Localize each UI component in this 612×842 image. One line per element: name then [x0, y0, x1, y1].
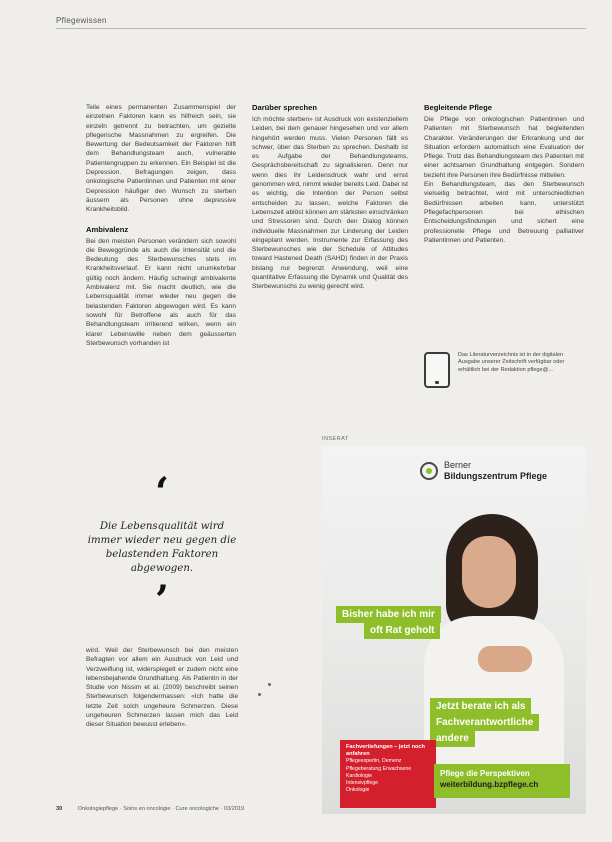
course-list-heading: Fachvertiefungen – jetzt noch anfahren: [346, 744, 425, 758]
column-1-continued: [86, 646, 238, 730]
speck: [268, 683, 271, 686]
ad-logo: [420, 460, 547, 482]
column-1: [86, 103, 236, 348]
paragraph-begleitende-2: Ein Behandlungsteam, das den Sterbewunsch vielseitig betrachtet, wird mit unterschiedlichen Bedürfnissen arbeiten kann, unterstützt Pflegefachpersonen bei ethischen Entscheidungsfindungen und sichert eine professionelle Pflege und Betreuung palliativer Patientinnen und Patienten.: [424, 181, 584, 244]
logo-line-1: Berner: [444, 460, 472, 470]
paragraph-ambivalenz: Bei den meisten Personen verändern sich sowohl die Beweggründe als auch die Intensität und die Bedeutung des Sterbewunsches stets im Krankheitsverlauf. Er kann nicht unumkehrbar gültig noch ändern. Häufig schwingt ambivalente Ambivalenz mit. Sie macht deutlich, wie die Lebensqualität immer wieder neu gegen die belastenden Faktoren abgewogen wird. Es kann sowohl für Betroffene als auch für das Behandlungsteam irritierend wirken, wenn ein klarer Lebenswille neben dem geäusserten Sterbewunsch vorhanden ist: [86, 237, 236, 347]
page-footer: [56, 806, 244, 812]
page-number: 30: [56, 806, 63, 812]
ad-tag-now-3: andere: [430, 730, 475, 747]
paragraph-intro: Teile eines permanenten Zusammenspiel der einzelnen Faktoren kann es hilfreich sein, sie einzeln getrennt zu betrachten, um gezielte pflegerische Massnahmen zu ergreifen. Die Bewertung der Bedeutsamkeit der Faktoren hilft dem Behandlungsteam auch, vulnerable Patientengruppen zu erkennen. Ein Beispiel ist die Depression. Befragungen zeigen, dass onkologische Patientinnen und Patienten mit einer Depression häufiger den Wunsch zu sterben äussern als Personen ohne depressive Krankheitsbild.: [86, 104, 236, 214]
course-item: Onkologie: [346, 787, 370, 794]
quote-open-mark: ‘: [155, 469, 169, 516]
logo-circle-icon: [420, 462, 438, 480]
column-3: [424, 103, 584, 245]
ad-tag-before-2: oft Rat geholt: [364, 622, 440, 639]
advertisement[interactable]: [322, 446, 586, 814]
heading-begleitende-pflege: Begleitende Pflege: [424, 103, 492, 112]
course-item: Kardiologie: [346, 772, 372, 779]
ad-tag-before-1: Bisher habe ich mir: [336, 606, 441, 623]
quote-close-mark: ’: [155, 577, 169, 624]
header-rule: [56, 28, 586, 29]
paragraph-darueber-sprechen: Ich möchte sterben» ist Ausdruck von existenziellem Leiden, bei dem genauer hingesehen und vor allem hingehört werden muss. Vielen Personen fällt es schwer, über das Sterben zu sprechen. Deshalb ist es Aufgabe der Behandlungsteams, Gesprächsbereitschaft zu signalisieren. Denn nur wenn dies ihr Leidensdruck wahr und ernst genommen wird, nimmt wieder bereits Leid. Dabei ist es wichtig, die Intention der Person selbst entscheiden zu lassen, welche Faktoren die Lebenszeit ablöst können am stärksten einschränken und Stressoren sind. Durch den Dialog können individuelle Massnahmen zur Linderung der Leiden eingeplant werden. Instrumente zur Erfassung des Sterbewunsches wie der Schedule of Attitudes toward Hastened Death (SAHD) finden in der Praxis bislang nur begrenzt Anwendung, weil eine quantitative Erfassung die Dynamik und Qualität des Sterbewunschs zu wenig gerecht wird.: [252, 116, 408, 291]
speck: [258, 693, 261, 696]
course-item: Pflegeberatung Erwachsene: [346, 765, 412, 772]
ad-cta-box[interactable]: [434, 764, 570, 798]
ad-label: INSERAT: [322, 436, 349, 442]
section-title: Pflegewissen: [56, 16, 107, 25]
paragraph-continued: wird. Weil der Sterbewunsch bei den meisten Befragten vor allem ein Ausdruck von Leid und Verzweiflung ist, widerspiegelt er zudem nicht eine lebensbejahende Grundhaltung. Als Patientin in der Studie von Nissim et al. (2009) beschreibt seinen Sterbewunsch folgendermassen: «Ich hatte die letzte Zeit solch ungeheure Schmerzen. Diese ungeheuren Schmerzen lassen mich das Leid dieser Situation bewusst erleben».: [86, 647, 238, 729]
course-item: Pflegeexpertin, Demenz: [346, 758, 402, 765]
column-2: [252, 103, 408, 292]
quote-text: Die Lebensqualität wird immer wieder neu gegen die belastenden Faktoren abgewogen.: [87, 521, 237, 574]
photo-face: [462, 536, 516, 608]
course-item: Intensivpflege: [346, 780, 379, 787]
ad-tag-now-2: Fachverantwortliche: [430, 714, 539, 731]
photo-hands: [478, 646, 532, 672]
digital-edition-note: [424, 350, 586, 392]
paragraph-begleitende-1: Die Pflege von onkologischen Patientinnen und Patienten mit Sterbewunsch hat begleitenden Charakter. Veränderungen der Erkrankung und der Situation erfordern automatisch eine Evaluation der Pflege. Trotz das Behandlungsteam des Patienten mit einer achtsamen Grundhaltung entgegen. Sondern bezieht ihre Personen ihre Bedürfnisse mitteilen.: [424, 116, 584, 179]
cta-line: Pflege die Perspektiven: [440, 769, 530, 778]
heading-ambivalenz: Ambivalenz: [86, 224, 129, 234]
digital-edition-text: Das Literaturverzeichnis ist in der digitalen Ausgabe unserer Zeitschrift verfügbar oder erhältlich bei der Redaktion pflege@...: [458, 352, 565, 373]
footer-journal: Onkologiepflege · Soins en oncologie · Cure oncologiche · 03/2019: [77, 806, 245, 812]
cta-url-link[interactable]: weiterbildung.bzpflege.ch: [440, 780, 539, 789]
ad-course-list: [340, 740, 436, 808]
heading-darueber-sprechen: Darüber sprechen: [252, 103, 317, 112]
pull-quote: [86, 469, 238, 624]
logo-line-2: Bildungszentrum Pflege: [444, 471, 548, 481]
ad-tag-now-1: Jetzt berate ich als: [430, 698, 531, 715]
tablet-icon: [424, 352, 450, 388]
